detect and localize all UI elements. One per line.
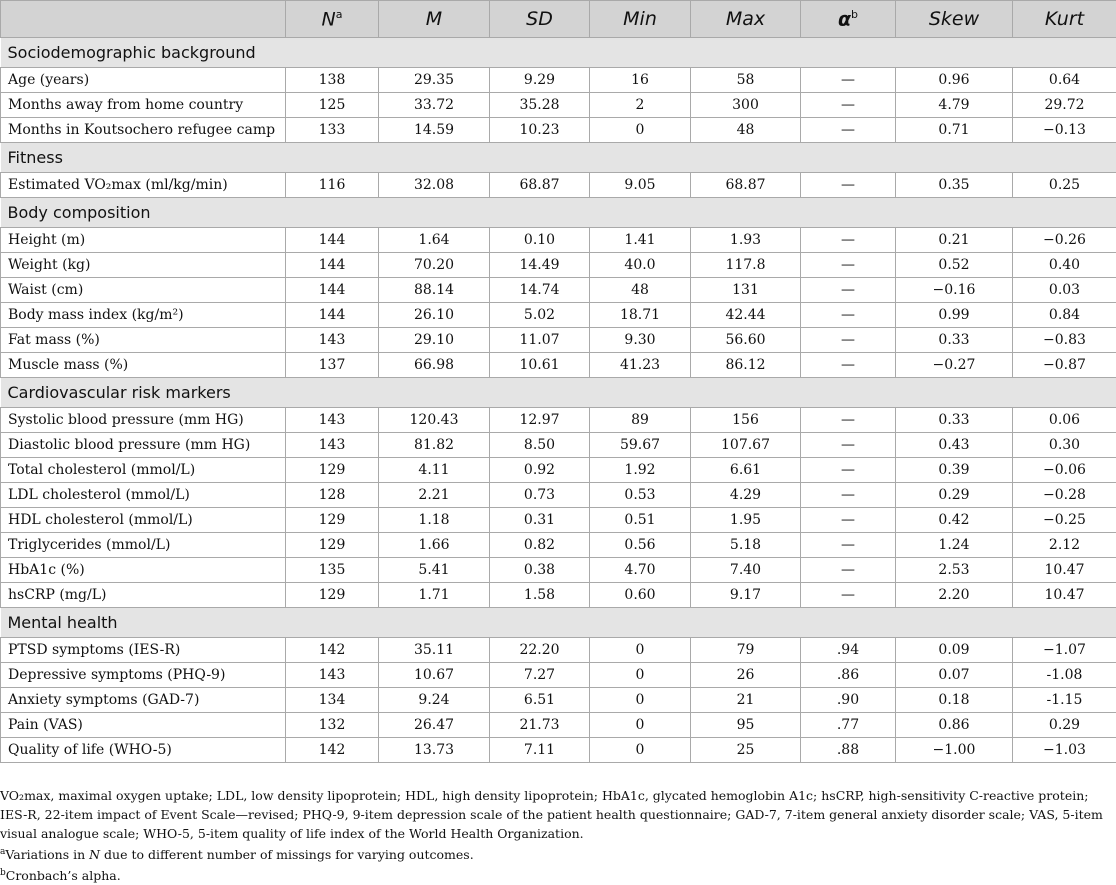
cell-skew: 0.33: [896, 328, 1013, 353]
cell-variable: hsCRP (mg/L): [1, 583, 286, 608]
table-row: [1, 328, 1116, 353]
cell-variable: Total cholesterol (mmol/L): [1, 458, 286, 483]
header-sd: SD: [490, 1, 590, 38]
cell-min: 16: [590, 68, 691, 93]
cell-alpha: —: [801, 583, 896, 608]
cell-alpha: —: [801, 433, 896, 458]
cell-sd: 0.38: [490, 558, 590, 583]
cell-alpha: —: [801, 173, 896, 198]
cell-max: 117.8: [691, 253, 801, 278]
cell-sd: 6.51: [490, 688, 590, 713]
cell-n: 116: [286, 173, 379, 198]
cell-min: 0: [590, 118, 691, 143]
cell-max: 42.44: [691, 303, 801, 328]
cell-variable: Depressive symptoms (PHQ-9): [1, 663, 286, 688]
header-kurt: Kurt: [1013, 1, 1116, 38]
cell-skew: 2.53: [896, 558, 1013, 583]
cell-sd: 7.11: [490, 738, 590, 763]
cell-sd: 1.58: [490, 583, 590, 608]
table-row: [1, 228, 1116, 253]
cell-sd: 5.02: [490, 303, 590, 328]
cell-max: 156: [691, 408, 801, 433]
cell-mean: 29.35: [379, 68, 490, 93]
cell-mean: 2.21: [379, 483, 490, 508]
cell-skew: 2.20: [896, 583, 1013, 608]
cell-mean: 26.47: [379, 713, 490, 738]
cell-alpha: .77: [801, 713, 896, 738]
cell-n: 142: [286, 638, 379, 663]
cell-mean: 70.20: [379, 253, 490, 278]
cell-variable: Systolic blood pressure (mm HG): [1, 408, 286, 433]
cell-kurt: 0.25: [1013, 173, 1116, 198]
header-n-footnote-mark: a: [336, 8, 343, 21]
cell-max: 95: [691, 713, 801, 738]
cell-mean: 81.82: [379, 433, 490, 458]
cell-kurt: −1.07: [1013, 638, 1116, 663]
cell-mean: 4.11: [379, 458, 490, 483]
cell-sd: 9.29: [490, 68, 590, 93]
cell-alpha: —: [801, 508, 896, 533]
cell-sd: 0.82: [490, 533, 590, 558]
table-row: [1, 278, 1116, 303]
cell-max: 1.95: [691, 508, 801, 533]
cell-sd: 22.20: [490, 638, 590, 663]
table-row: [1, 558, 1116, 583]
header-skew: Skew: [896, 1, 1013, 38]
cell-variable: Age (years): [1, 68, 286, 93]
cell-sd: 35.28: [490, 93, 590, 118]
cell-min: 0: [590, 738, 691, 763]
cell-sd: 11.07: [490, 328, 590, 353]
cell-min: 0: [590, 713, 691, 738]
cell-alpha: —: [801, 118, 896, 143]
section-header-row: [1, 608, 1116, 638]
cell-min: 4.70: [590, 558, 691, 583]
cell-max: 7.40: [691, 558, 801, 583]
table-row: [1, 458, 1116, 483]
cell-min: 0: [590, 638, 691, 663]
cell-skew: 0.18: [896, 688, 1013, 713]
cell-skew: 1.24: [896, 533, 1013, 558]
cell-min: 48: [590, 278, 691, 303]
cell-variable: Height (m): [1, 228, 286, 253]
cell-max: 5.18: [691, 533, 801, 558]
cell-mean: 14.59: [379, 118, 490, 143]
cell-max: 26: [691, 663, 801, 688]
cell-variable: Body mass index (kg/m²): [1, 303, 286, 328]
cell-n: 128: [286, 483, 379, 508]
cell-min: 0.53: [590, 483, 691, 508]
cell-variable: Quality of life (WHO-5): [1, 738, 286, 763]
cell-sd: 21.73: [490, 713, 590, 738]
table-row: [1, 303, 1116, 328]
cell-sd: 0.31: [490, 508, 590, 533]
cell-n: 144: [286, 228, 379, 253]
cell-max: 6.61: [691, 458, 801, 483]
table-row: [1, 483, 1116, 508]
cell-sd: 12.97: [490, 408, 590, 433]
cell-max: 4.29: [691, 483, 801, 508]
cell-kurt: −0.06: [1013, 458, 1116, 483]
table-row: [1, 173, 1116, 198]
cell-min: 0.56: [590, 533, 691, 558]
cell-max: 56.60: [691, 328, 801, 353]
cell-min: 41.23: [590, 353, 691, 378]
cell-kurt: −0.26: [1013, 228, 1116, 253]
table-row: [1, 583, 1116, 608]
section-title: Mental health: [1, 608, 1116, 638]
cell-max: 21: [691, 688, 801, 713]
cell-min: 2: [590, 93, 691, 118]
cell-skew: 0.42: [896, 508, 1013, 533]
cell-variable: HbA1c (%): [1, 558, 286, 583]
cell-mean: 1.18: [379, 508, 490, 533]
cell-mean: 9.24: [379, 688, 490, 713]
cell-n: 125: [286, 93, 379, 118]
footnote-b: $^b$Cronbach’s alpha.: [0, 864, 1112, 885]
cell-mean: 32.08: [379, 173, 490, 198]
table-row: [1, 408, 1116, 433]
cell-n: 143: [286, 408, 379, 433]
section-header-row: [1, 378, 1116, 408]
cell-max: 131: [691, 278, 801, 303]
cell-kurt: 10.47: [1013, 583, 1116, 608]
cell-kurt: 0.40: [1013, 253, 1116, 278]
cell-variable: Fat mass (%): [1, 328, 286, 353]
cell-mean: 13.73: [379, 738, 490, 763]
cell-sd: 14.49: [490, 253, 590, 278]
cell-kurt: −0.83: [1013, 328, 1116, 353]
cell-alpha: —: [801, 278, 896, 303]
table-row: [1, 433, 1116, 458]
cell-alpha: .94: [801, 638, 896, 663]
cell-skew: 0.52: [896, 253, 1013, 278]
cell-n: 129: [286, 458, 379, 483]
cell-n: 129: [286, 533, 379, 558]
cell-min: 89: [590, 408, 691, 433]
cell-max: 86.12: [691, 353, 801, 378]
section-header-row: [1, 38, 1116, 68]
cell-variable: LDL cholesterol (mmol/L): [1, 483, 286, 508]
header-alpha: $\alpha^b$: [801, 1, 896, 38]
cell-alpha: .88: [801, 738, 896, 763]
cell-min: 9.05: [590, 173, 691, 198]
cell-skew: 0.07: [896, 663, 1013, 688]
table-row: [1, 353, 1116, 378]
cell-skew: 0.71: [896, 118, 1013, 143]
table-row: [1, 93, 1116, 118]
cell-skew: 0.21: [896, 228, 1013, 253]
cell-skew: −0.16: [896, 278, 1013, 303]
table-row: [1, 663, 1116, 688]
abbreviation-note: VO₂max, maximal oxygen uptake; LDL, low density lipoprotein; HDL, high density lipoprotein; HbA1c, glycated hemoglobin A1c; hsCRP, high-sensitivity C-reactive protein; IES-R, 22-item impact of Event Scale—revised; PHQ-9, 9-item depression scale of the patient health questionnaire; GAD-7, 7-item general anxiety disorder scale; VAS, 5-item visual analogue scale; WHO-5, 5-item quality of life index of the World Health Organization.: [0, 786, 1112, 843]
cell-kurt: -1.08: [1013, 663, 1116, 688]
cell-mean: 66.98: [379, 353, 490, 378]
cell-sd: 8.50: [490, 433, 590, 458]
cell-sd: 10.61: [490, 353, 590, 378]
cell-max: 68.87: [691, 173, 801, 198]
cell-variable: Estimated VO₂max (ml/kg/min): [1, 173, 286, 198]
cell-kurt: 0.30: [1013, 433, 1116, 458]
header-n: $N^a$: [286, 1, 379, 38]
cell-skew: 0.39: [896, 458, 1013, 483]
section-title: Fitness: [1, 143, 1116, 173]
table-row: [1, 738, 1116, 763]
cell-kurt: −0.87: [1013, 353, 1116, 378]
cell-min: 1.92: [590, 458, 691, 483]
cell-kurt: 0.06: [1013, 408, 1116, 433]
cell-min: 18.71: [590, 303, 691, 328]
cell-n: 144: [286, 303, 379, 328]
cell-n: 138: [286, 68, 379, 93]
cell-skew: 4.79: [896, 93, 1013, 118]
cell-sd: 68.87: [490, 173, 590, 198]
cell-alpha: —: [801, 253, 896, 278]
cell-alpha: —: [801, 483, 896, 508]
cell-alpha: —: [801, 228, 896, 253]
cell-variable: Pain (VAS): [1, 713, 286, 738]
table-footnotes: [0, 786, 1112, 885]
table-row: [1, 508, 1116, 533]
cell-variable: Months in Koutsochero refugee camp: [1, 118, 286, 143]
cell-n: 134: [286, 688, 379, 713]
table-row: [1, 68, 1116, 93]
cell-n: 143: [286, 433, 379, 458]
cell-alpha: —: [801, 93, 896, 118]
cell-variable: Weight (kg): [1, 253, 286, 278]
cell-kurt: 0.03: [1013, 278, 1116, 303]
cell-skew: 0.86: [896, 713, 1013, 738]
cell-variable: Diastolic blood pressure (mm HG): [1, 433, 286, 458]
cell-variable: Waist (cm): [1, 278, 286, 303]
cell-kurt: −1.03: [1013, 738, 1116, 763]
cell-n: 135: [286, 558, 379, 583]
cell-variable: Anxiety symptoms (GAD-7): [1, 688, 286, 713]
table-row: [1, 533, 1116, 558]
cell-sd: 0.10: [490, 228, 590, 253]
cell-kurt: 10.47: [1013, 558, 1116, 583]
cell-n: 129: [286, 508, 379, 533]
section-header-row: [1, 198, 1116, 228]
cell-max: 25: [691, 738, 801, 763]
cell-max: 1.93: [691, 228, 801, 253]
section-title: Body composition: [1, 198, 1116, 228]
cell-skew: 0.35: [896, 173, 1013, 198]
cell-kurt: 0.84: [1013, 303, 1116, 328]
cell-alpha: .86: [801, 663, 896, 688]
cell-n: 129: [286, 583, 379, 608]
cell-alpha: .90: [801, 688, 896, 713]
cell-min: 0: [590, 663, 691, 688]
section-title: Cardiovascular risk markers: [1, 378, 1116, 408]
table-row: [1, 118, 1116, 143]
cell-n: 144: [286, 278, 379, 303]
cell-alpha: —: [801, 408, 896, 433]
cell-kurt: −0.28: [1013, 483, 1116, 508]
header-max: Max: [691, 1, 801, 38]
section-title: Sociodemographic background: [1, 38, 1116, 68]
cell-mean: 33.72: [379, 93, 490, 118]
cell-mean: 35.11: [379, 638, 490, 663]
cell-skew: 0.29: [896, 483, 1013, 508]
cell-mean: 29.10: [379, 328, 490, 353]
cell-alpha: —: [801, 303, 896, 328]
cell-skew: −0.27: [896, 353, 1013, 378]
table-body: [1, 38, 1116, 763]
table-header: [1, 1, 1116, 38]
cell-n: 133: [286, 118, 379, 143]
table-row: [1, 253, 1116, 278]
cell-min: 0.60: [590, 583, 691, 608]
table-row: [1, 688, 1116, 713]
cell-alpha: —: [801, 68, 896, 93]
cell-alpha: —: [801, 533, 896, 558]
cell-sd: 10.23: [490, 118, 590, 143]
cell-skew: 0.33: [896, 408, 1013, 433]
cell-mean: 10.67: [379, 663, 490, 688]
cell-variable: Months away from home country: [1, 93, 286, 118]
footnote-a: $^a$Variations in N due to different number of missings for varying outcomes.: [0, 843, 1112, 864]
cell-alpha: —: [801, 353, 896, 378]
cell-mean: 5.41: [379, 558, 490, 583]
cell-max: 58: [691, 68, 801, 93]
cell-skew: 0.43: [896, 433, 1013, 458]
cell-kurt: -1.15: [1013, 688, 1116, 713]
cell-variable: Triglycerides (mmol/L): [1, 533, 286, 558]
cell-alpha: —: [801, 558, 896, 583]
cell-kurt: −0.25: [1013, 508, 1116, 533]
cell-skew: 0.99: [896, 303, 1013, 328]
cell-max: 9.17: [691, 583, 801, 608]
cell-max: 48: [691, 118, 801, 143]
header-min: Min: [590, 1, 691, 38]
cell-n: 143: [286, 328, 379, 353]
cell-kurt: 0.64: [1013, 68, 1116, 93]
cell-min: 1.41: [590, 228, 691, 253]
cell-min: 0: [590, 688, 691, 713]
cell-mean: 1.71: [379, 583, 490, 608]
cell-sd: 0.92: [490, 458, 590, 483]
cell-mean: 120.43: [379, 408, 490, 433]
cell-mean: 1.64: [379, 228, 490, 253]
cell-min: 9.30: [590, 328, 691, 353]
cell-kurt: 0.29: [1013, 713, 1116, 738]
cell-variable: Muscle mass (%): [1, 353, 286, 378]
header-alpha-footnote-mark: b: [851, 8, 858, 21]
cell-mean: 1.66: [379, 533, 490, 558]
header-variable: [1, 1, 286, 38]
cell-min: 59.67: [590, 433, 691, 458]
cell-n: 143: [286, 663, 379, 688]
cell-n: 137: [286, 353, 379, 378]
table-row: [1, 713, 1116, 738]
cell-min: 40.0: [590, 253, 691, 278]
cell-sd: 7.27: [490, 663, 590, 688]
cell-n: 132: [286, 713, 379, 738]
cell-mean: 26.10: [379, 303, 490, 328]
cell-kurt: −0.13: [1013, 118, 1116, 143]
cell-max: 107.67: [691, 433, 801, 458]
cell-skew: 0.96: [896, 68, 1013, 93]
cell-max: 79: [691, 638, 801, 663]
cell-kurt: 2.12: [1013, 533, 1116, 558]
table-row: [1, 638, 1116, 663]
cell-n: 142: [286, 738, 379, 763]
cell-variable: HDL cholesterol (mmol/L): [1, 508, 286, 533]
cell-sd: 0.73: [490, 483, 590, 508]
cell-min: 0.51: [590, 508, 691, 533]
cell-skew: 0.09: [896, 638, 1013, 663]
cell-alpha: —: [801, 458, 896, 483]
cell-sd: 14.74: [490, 278, 590, 303]
header-m: M: [379, 1, 490, 38]
cell-mean: 88.14: [379, 278, 490, 303]
cell-kurt: 29.72: [1013, 93, 1116, 118]
cell-variable: PTSD symptoms (IES-R): [1, 638, 286, 663]
cell-max: 300: [691, 93, 801, 118]
cell-n: 144: [286, 253, 379, 278]
cell-skew: −1.00: [896, 738, 1013, 763]
cell-alpha: —: [801, 328, 896, 353]
section-header-row: [1, 143, 1116, 173]
